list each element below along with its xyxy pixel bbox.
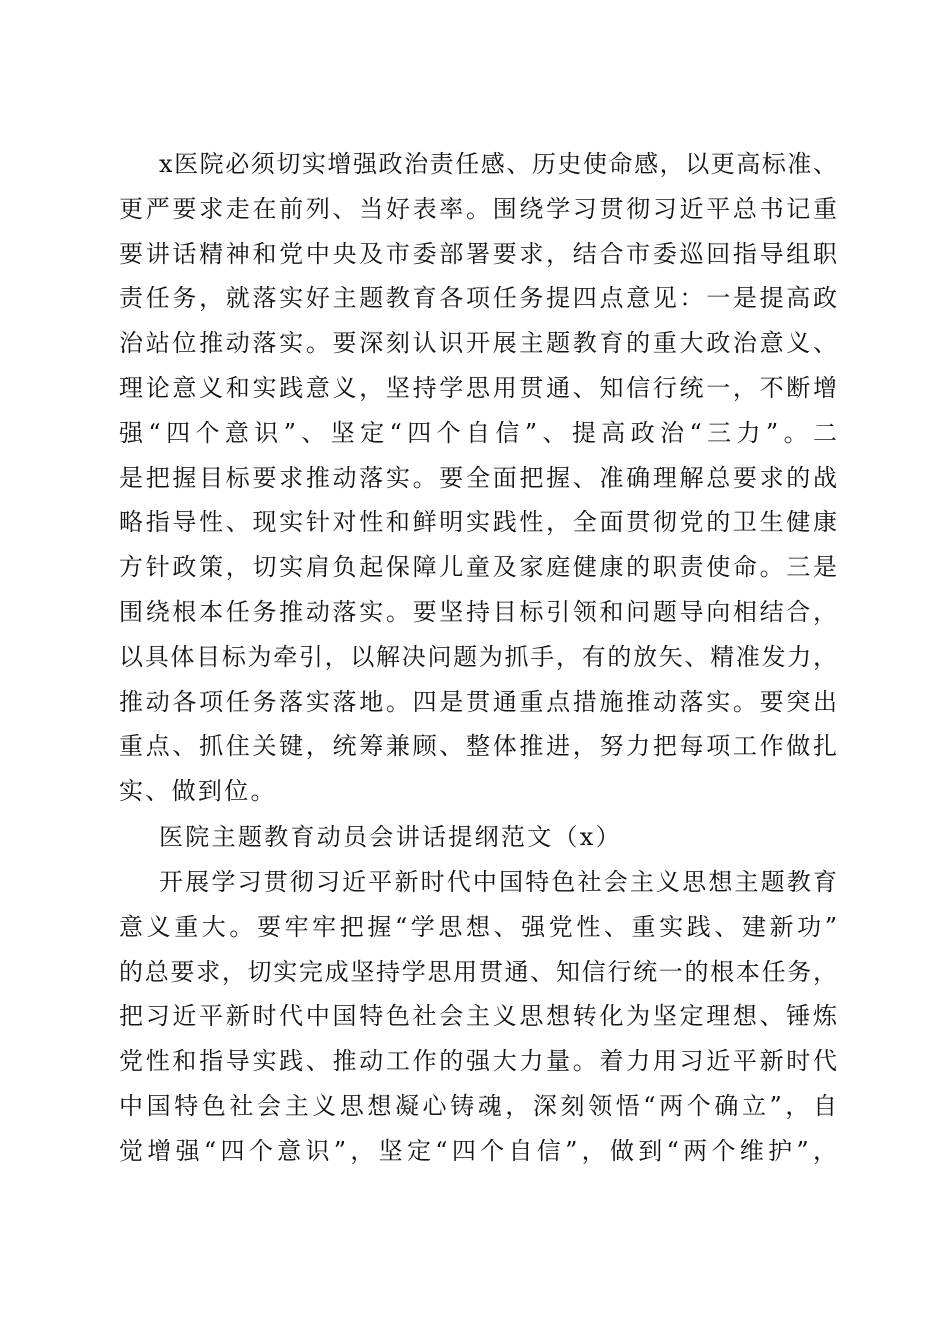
paragraph-line: 是把握目标要求推动落实。要全面把握、准确理解总要求的战: [119, 463, 837, 492]
paragraph-line: 围绕根本任务推动落实。要坚持目标引领和问题导向相结合，: [119, 597, 837, 626]
paragraph-line: 理论意义和实践意义，坚持学思用贯通、知信行统一，不断增: [119, 373, 837, 402]
paragraph-line: 治站位推动落实。要深刻认识开展主题教育的重大政治意义、: [119, 329, 837, 358]
paragraph-line: 觉增强“四个意识”，坚定“四个自信”，做到“两个维护”，: [119, 1136, 837, 1165]
paragraph-line: 以具体目标为牵引，以解决问题为抓手，有的放矢、精准发力，: [119, 642, 837, 671]
paragraph-line: 党性和指导实践、推动工作的强大力量。着力用习近平新时代: [119, 1047, 837, 1076]
paragraph-line: 更严要求走在前列、当好表率。围绕学习贯彻习近平总书记重: [119, 194, 837, 223]
body-paragraph-2: [119, 860, 837, 1174]
paragraph-line: 把习近平新时代中国特色社会主义思想转化为坚定理想、锤炼: [119, 1002, 837, 1031]
paragraph-line: 方针政策，切实肩负起保障儿童及家庭健康的职责使命。三是: [119, 553, 837, 582]
paragraph-line: 责任务，就落实好主题教育各项任务提四点意见：一是提高政: [119, 284, 837, 313]
paragraph-line: 略指导性、现实针对性和鲜明实践性，全面贯彻党的卫生健康: [119, 508, 837, 537]
paragraph-line: 意义重大。要牢牢把握“学思想、强党性、重实践、建新功”: [119, 912, 837, 941]
paragraph-line: 实、做到位。: [119, 777, 277, 806]
paragraph-line: 推动各项任务落实落地。四是贯通重点措施推动落实。要突出: [119, 687, 837, 716]
paragraph-line: 要讲话精神和党中央及市委部署要求，结合市委巡回指导组职: [119, 239, 837, 268]
paragraph-line: 重点、抓住关键，统筹兼顾、整体推进，努力把每项工作做扎: [119, 732, 837, 761]
section-heading-text: 医院主题教育动员会讲话提纲范文（x）: [159, 823, 622, 851]
section-heading: [119, 815, 837, 860]
paragraph-line: 中国特色社会主义思想凝心铸魂，深刻领悟“两个确立”，自: [119, 1091, 837, 1120]
paragraph-line: x医院必须切实增强政治责任感、历史使命感，以更高标准、: [159, 150, 837, 178]
paragraph-line: 开展学习贯彻习近平新时代中国特色社会主义思想主题教育: [159, 868, 837, 896]
body-paragraph-1: [119, 142, 837, 814]
paragraph-line: 的总要求，切实完成坚持学思用贯通、知信行统一的根本任务，: [119, 957, 837, 986]
paragraph-line: 强“四个意识”、坚定“四个自信”、提高政治“三力”。二: [119, 418, 837, 447]
